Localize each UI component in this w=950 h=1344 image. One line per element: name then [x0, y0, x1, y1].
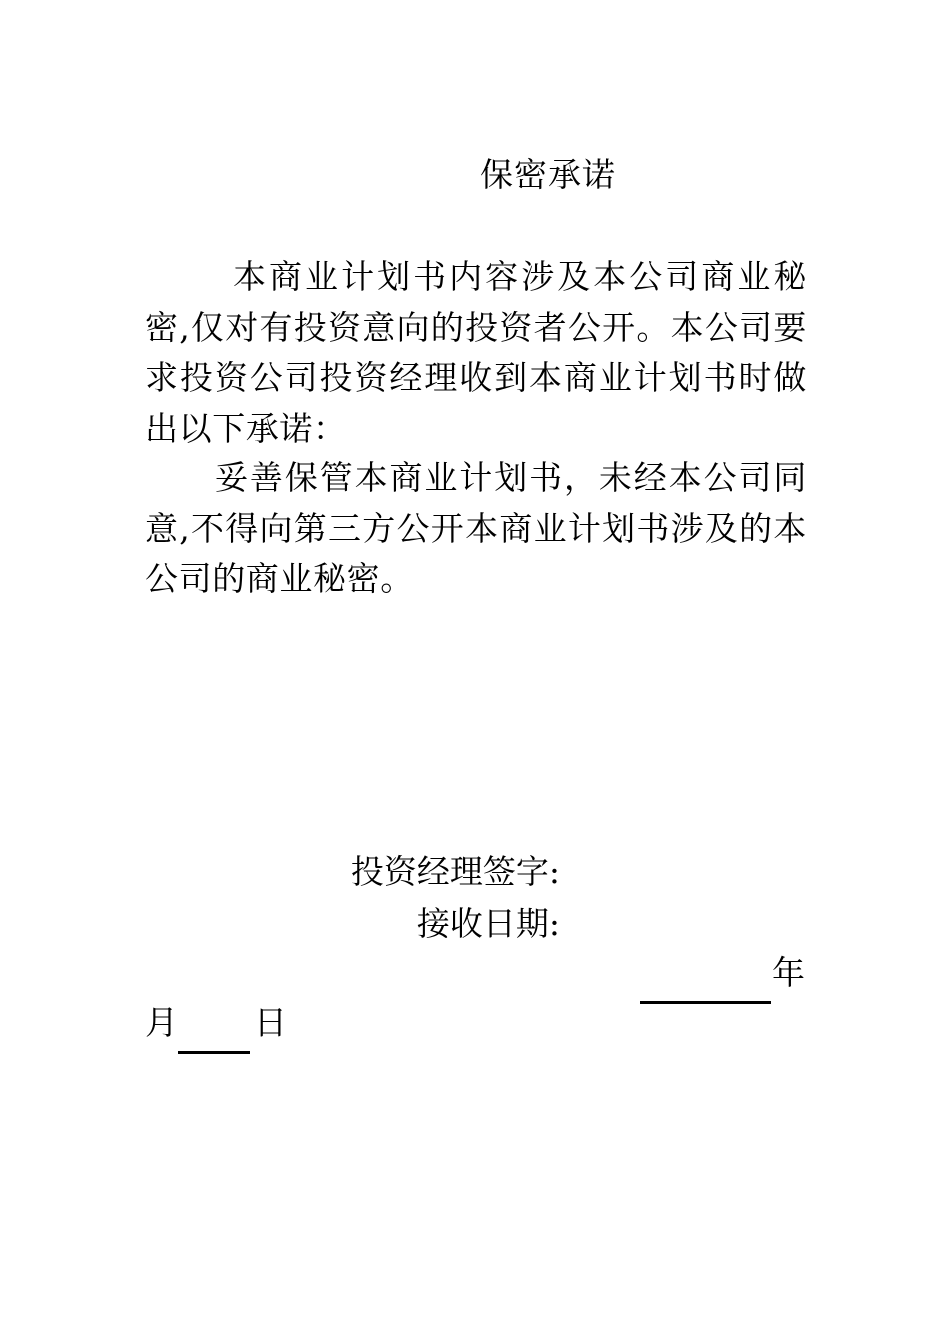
commitment-paragraph: 妥善保管本商业计划书，未经本公司同意,不得向第三方公开本商业计划书涉及的本公司的商业秘密。 — [145, 458, 807, 598]
receive-date-label: 接收日期: — [416, 904, 560, 943]
month-label: 月 — [145, 1003, 178, 1042]
confidentiality-paragraph: 本商业计划书内容涉及本公司商业秘密,仅对有投资意向的投资者公开。本公司要求投资公司投资经理收到本商业计划书时做出以下承诺： — [145, 257, 807, 448]
manager-signature-label: 投资经理签字: — [350, 852, 560, 891]
document-title: 保密承诺 — [480, 155, 616, 194]
month-blank-line — [178, 1051, 250, 1054]
year-blank-line — [640, 1001, 771, 1004]
year-label: 年 — [772, 953, 805, 992]
day-label: 日 — [254, 1003, 287, 1042]
